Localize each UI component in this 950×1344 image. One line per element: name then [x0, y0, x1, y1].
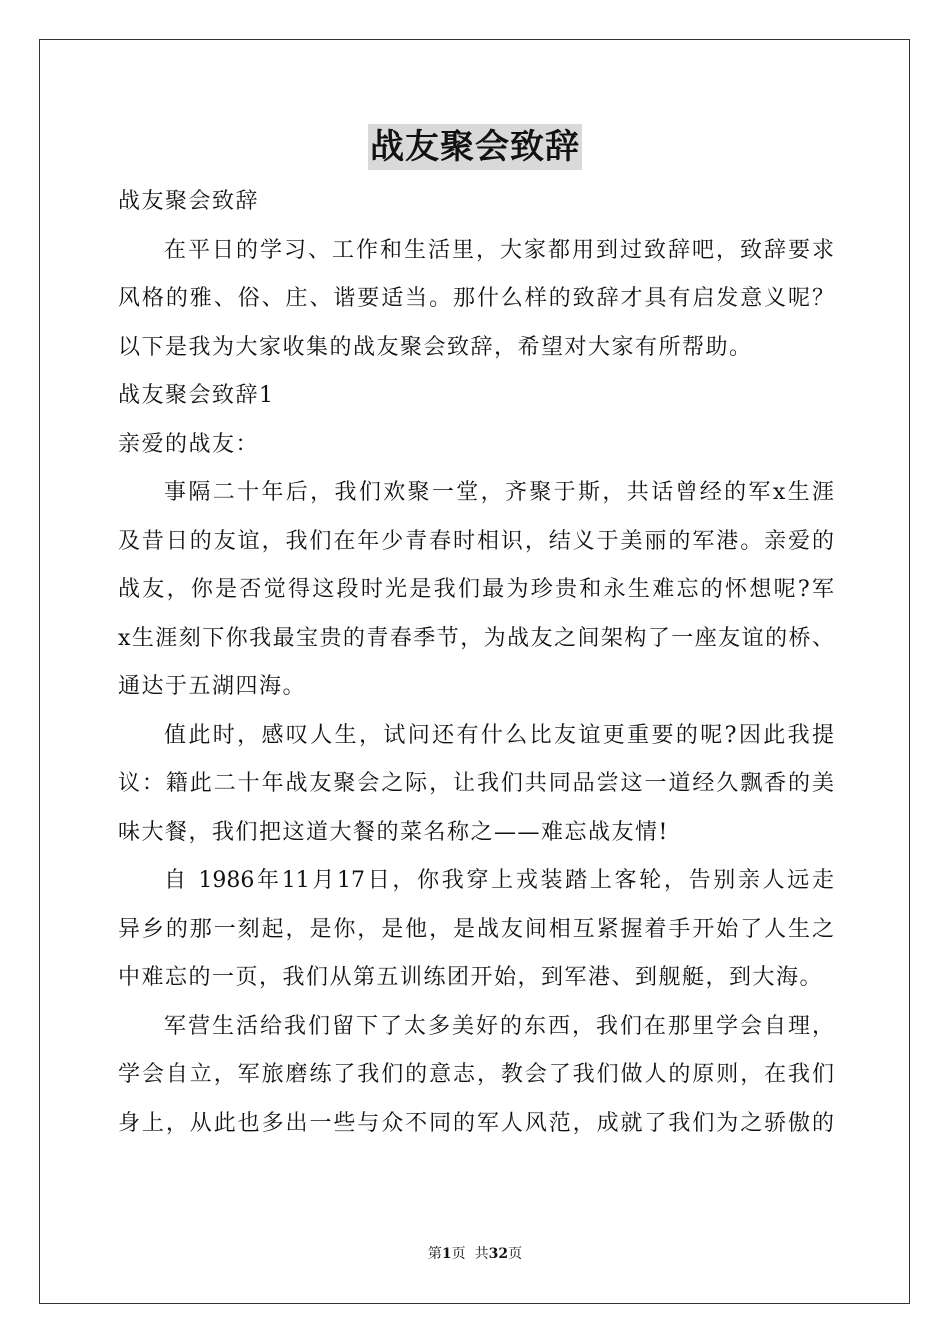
page-total: 32 — [488, 1246, 509, 1262]
text-line: 身上，从此也多出一些与众不同的军人风范，成就了我们为之骄傲的 — [118, 1110, 834, 1136]
text-line: 议：籍此二十年战友聚会之际，让我们共同品尝这一道经久飘香的美 — [118, 771, 834, 796]
text-line: 风格的雅、俗、庄、谐要适当。那什么样的致辞才具有启发意义呢？ — [118, 286, 834, 311]
document-title: 战友聚会致辞 — [368, 124, 582, 170]
page-prefix: 第 — [427, 1246, 442, 1262]
document-body — [118, 178, 834, 1148]
text-line: 及昔日的友谊，我们在年少青春时相识，结义于美丽的军港。亲爱的 — [118, 528, 834, 554]
page-suffix: 页 — [508, 1246, 523, 1262]
text-line: 自 1986年11月17日，你我穿上戎装踏上客轮，告别亲人远走 — [164, 868, 834, 893]
page-footer — [0, 1244, 950, 1264]
title-wrap — [0, 124, 950, 170]
text-line: 异乡的那一刻起，是你，是他，是战友间相互紧握着手开始了人生之 — [118, 916, 834, 942]
text-line: 通达于五湖四海。 — [118, 674, 307, 699]
text-line: 学会自立，军旅磨练了我们的意志，教会了我们做人的原则，在我们 — [118, 1062, 834, 1087]
text-line: 以下是我为大家收集的战友聚会致辞，希望对大家有所帮助。 — [118, 334, 753, 360]
text-line: 味大餐，我们把这道大餐的菜名称之——难忘战友情! — [118, 819, 669, 845]
text-line: 军营生活给我们留下了太多美好的东西，我们在那里学会自理， — [164, 1013, 834, 1039]
section-heading: 战友聚会致辞1 — [118, 383, 275, 408]
page-current: 1 — [441, 1246, 452, 1262]
text-line: 中难忘的一页，我们从第五训练团开始，到军港、到舰艇，到大海。 — [118, 965, 824, 990]
text-line: 事隔二十年后，我们欢聚一堂，齐聚于斯，共话曾经的军x生涯 — [164, 480, 834, 505]
subtitle-line: 战友聚会致辞 — [118, 189, 260, 214]
text-line: 值此时，感叹人生，试问还有什么比友谊更重要的呢?因此我提 — [164, 722, 834, 748]
text-line: 战友，你是否觉得这段时光是我们最为珍贵和永生难忘的怀想呢?军 — [118, 577, 834, 602]
text-line: 在平日的学习、工作和生活里，大家都用到过致辞吧，致辞要求 — [164, 237, 834, 263]
page-mid: 页 共 — [451, 1246, 489, 1262]
salutation-line: 亲爱的战友： — [118, 431, 260, 457]
text-line: x生涯刻下你我最宝贵的青春季节，为战友之间架构了一座友谊的桥、 — [118, 625, 834, 651]
